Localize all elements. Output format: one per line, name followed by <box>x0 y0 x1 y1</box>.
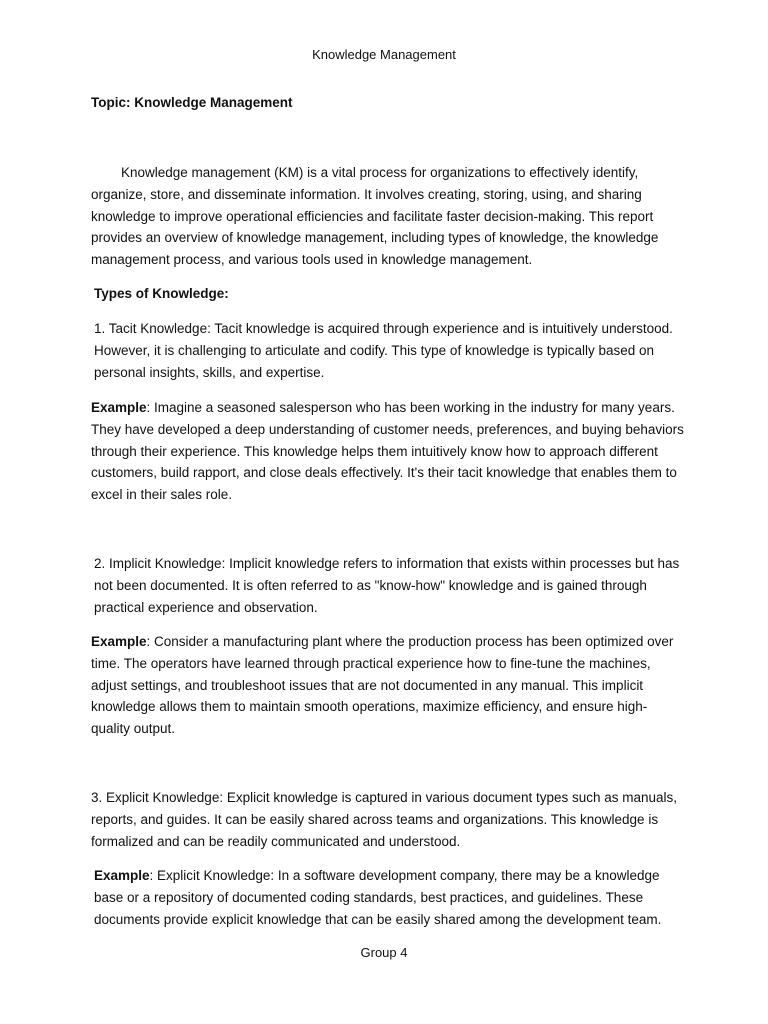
types-heading: Types of Knowledge: <box>94 286 229 301</box>
page-footer: Group 4 <box>360 945 408 960</box>
explicit-example <box>91 865 689 930</box>
example-text: : Imagine a seasoned salesperson who has been working in the industry for many years. They have developed a deep understanding of customer needs, preferences, and buying behaviors through their experience. This knowledge helps them intuitively know how to approach different customers, build rapport, and close deals effectively. It's their tacit knowledge that enables them to excel in their sales role. <box>91 400 684 503</box>
example-text: : Explicit Knowledge: In a software development company, there may be a knowledge base or a repository of documented coding standards, best practices, and guidelines. These documents provide explicit knowledge that can be easily shared among the development team. <box>94 868 662 927</box>
example-label: Example <box>91 634 147 649</box>
intro-paragraph: Knowledge management (KM) is a vital process for organizations to effectively identify, organize, store, and disseminate information. It involves creating, storing, using, and sharing knowledge to improve operational efficiencies and facilitate faster decision-making. This report provides an overview of knowledge management, including types of knowledge, the knowledge management process, and various tools used in knowledge management. <box>91 165 659 268</box>
explicit-definition: 3. Explicit Knowledge: Explicit knowledge is captured in various document types such as manuals, reports, and guides. It can be easily shared across teams and organizations. This knowledge is formalized and can be readily communicated and understood. <box>91 790 678 849</box>
tacit-example <box>91 397 686 506</box>
page-header: Knowledge Management <box>312 47 456 62</box>
example-text: : Consider a manufacturing plant where the production process has been optimized over time. The operators have learned through practical experience how to fine-tune the machines, adjust settings, and troubleshoot issues that are not documented in any manual. This implicit knowledge allows them to maintain smooth operations, maximize efficiency, and ensure high-quality output. <box>91 634 674 737</box>
implicit-definition: 2. Implicit Knowledge: Implicit knowledge refers to information that exists within processes but has not been documented. It is often referred to as "know-how" knowledge and is gained through practical experience and observation. <box>94 556 680 615</box>
example-label: Example <box>91 400 147 415</box>
implicit-example <box>91 631 686 740</box>
example-label: Example <box>94 868 150 883</box>
tacit-definition: 1. Tacit Knowledge: Tacit knowledge is acquired through experience and is intuitively understood. However, it is challenging to articulate and codify. This type of knowledge is typically based on personal insights, skills, and expertise. <box>94 321 673 380</box>
topic-heading: Topic: Knowledge Management <box>91 95 293 110</box>
